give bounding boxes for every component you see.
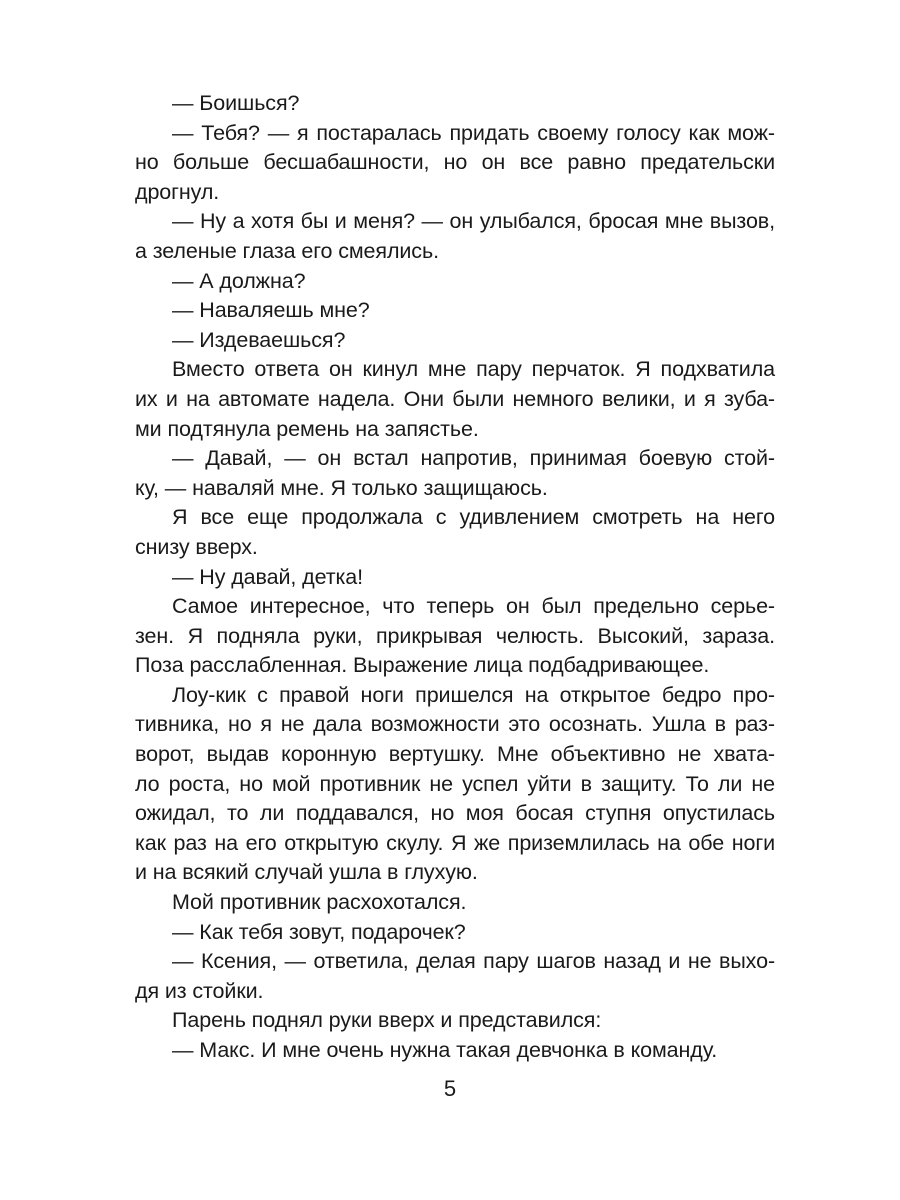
text-line: — Макс. И мне очень нужна такая девчонка в команду. [172,1038,718,1062]
text-line: — Издеваешься? [172,327,346,352]
text-line: Вместо ответа он кинул мне пару перчаток. Я подхватила [172,357,775,382]
text-line: ло роста, но мой противник не успел уйти в защиту. То ли не [135,771,775,796]
text-line: — Наваляешь мне? [172,298,370,323]
text-line: ожидал, то ли поддавался, но моя босая ступня опустилась [135,801,775,826]
text-line: Поза расслабленная. Выражение лица подбадривающее. [135,653,710,678]
text-line: Мой противник расхохотался. [172,890,467,915]
text-line: и на всякий случай ушла в глухую. [135,860,478,885]
text-line: дрогнул. [135,179,220,204]
text-line: — Боишься? [172,91,300,115]
text-line: снизу вверх. [135,534,258,559]
text-line: — Ну а хотя бы и меня? — он улыбался, бросая мне вызов, [172,209,775,234]
text-line: их и на автомате надела. Они были немного велики, и я зуба- [135,386,775,411]
text-line: ми подтянула ремень на запястье. [135,416,479,441]
text-line: — Как тебя зовут, подарочек? [172,919,466,944]
text-line: как раз на его открытую скулу. Я же приземлилась на обе ноги [135,830,775,855]
text-line: но больше бесшабашности, но он все равно предательски [135,150,775,175]
text-line: — Ксения, — ответила, делая пару шагов назад и не выхо- [172,949,775,974]
text-line: — Давай, — он встал напротив, принимая боевую стой- [172,446,775,471]
body-text [135,89,775,1066]
text-line: дя из стойки. [135,978,264,1003]
text-line: — Тебя? — я постаралась придать своему голосу как мож- [172,120,775,145]
text-line: Парень поднял руки вверх и представился: [172,1008,602,1033]
text-line: Самое интересное, что теперь он был предельно серье- [172,594,775,619]
text-line: а зеленые глаза его смеялись. [135,238,439,263]
text-line: Я все еще продолжала с удивлением смотреть на него [172,505,775,530]
text-line: ку, — наваляй мне. Я только защищаюсь. [135,475,548,500]
text-line: — А должна? [172,268,306,293]
text-line: зен. Я подняла руки, прикрывая челюсть. Высокий, зараза. [135,623,775,648]
text-line: ворот, выдав коронную вертушку. Мне объективно не хвата- [135,742,775,767]
text-line: тивника, но я не дала возможности это осознать. Ушла в раз- [135,712,775,737]
text-line: Лоу-кик с правой ноги пришелся на открытое бедро про- [172,682,775,707]
text-line: — Ну давай, детка! [172,564,363,589]
page-number: 5 [443,1076,457,1101]
